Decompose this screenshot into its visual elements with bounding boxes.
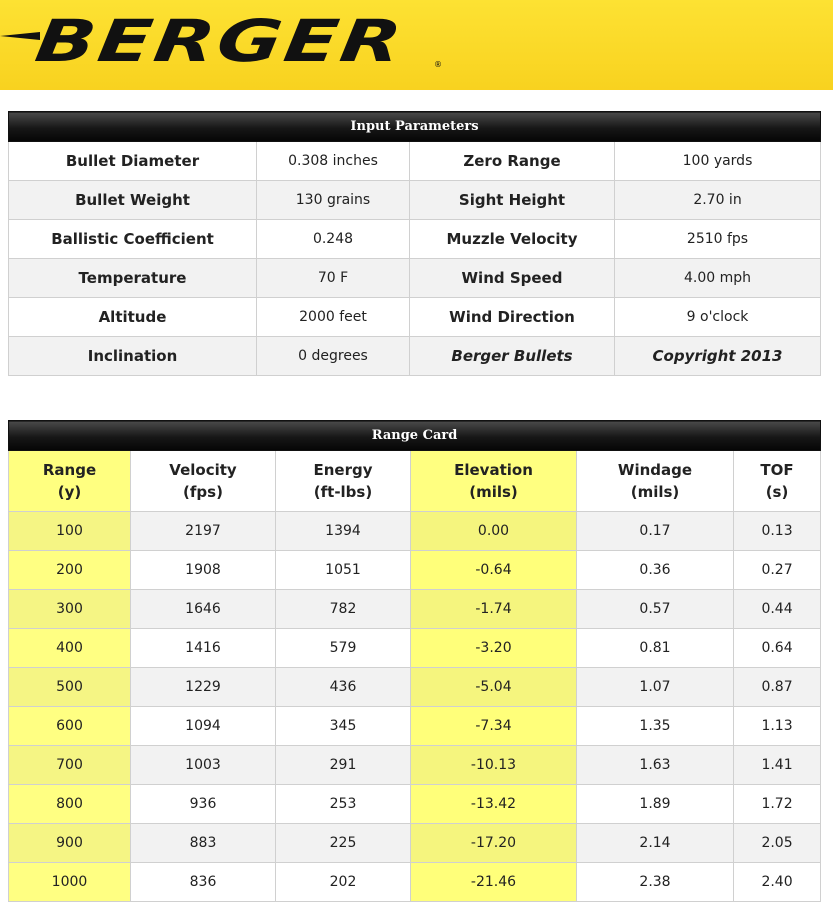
range-row xyxy=(9,863,821,902)
column-header xyxy=(734,451,821,512)
param-label: Temperature xyxy=(9,259,257,298)
input-row xyxy=(9,259,821,298)
range-cell: -3.20 xyxy=(411,629,577,668)
param-label: Inclination xyxy=(9,337,257,376)
input-parameters-title: Input Parameters xyxy=(9,112,821,142)
range-cell: 225 xyxy=(276,824,411,863)
range-cell: 936 xyxy=(131,785,276,824)
param-value: 70 F xyxy=(257,259,410,298)
range-row xyxy=(9,668,821,707)
input-row xyxy=(9,181,821,220)
range-row xyxy=(9,551,821,590)
range-cell: 500 xyxy=(9,668,131,707)
param-value: 9 o'clock xyxy=(615,298,821,337)
column-header-unit: (mils) xyxy=(630,483,680,501)
column-header-unit: (s) xyxy=(765,483,789,501)
registered-mark: ® xyxy=(434,60,442,69)
column-header-name: TOF xyxy=(760,461,794,479)
range-cell: 100 xyxy=(9,512,131,551)
range-cell: 202 xyxy=(276,863,411,902)
range-cell: 0.57 xyxy=(577,590,734,629)
range-cell: 345 xyxy=(276,707,411,746)
range-cell: 1.41 xyxy=(734,746,821,785)
range-cell: 291 xyxy=(276,746,411,785)
range-cell: 1646 xyxy=(131,590,276,629)
range-cell: 1.72 xyxy=(734,785,821,824)
range-cell: 0.13 xyxy=(734,512,821,551)
param-label: Zero Range xyxy=(410,142,615,181)
range-cell: 1229 xyxy=(131,668,276,707)
column-header-name: Velocity xyxy=(169,461,237,479)
param-value: 0.308 inches xyxy=(257,142,410,181)
range-cell: 0.00 xyxy=(411,512,577,551)
range-row xyxy=(9,746,821,785)
range-row xyxy=(9,512,821,551)
range-cell: 836 xyxy=(131,863,276,902)
header-banner xyxy=(0,0,833,90)
param-label: Ballistic Coefficient xyxy=(9,220,257,259)
column-header-unit: (mils) xyxy=(469,483,518,501)
column-header xyxy=(577,451,734,512)
range-cell: -1.74 xyxy=(411,590,577,629)
range-cell: -0.64 xyxy=(411,551,577,590)
range-row xyxy=(9,785,821,824)
range-cell: 2.05 xyxy=(734,824,821,863)
range-card-header-row xyxy=(9,451,821,512)
column-header xyxy=(411,451,577,512)
range-card-title: Range Card xyxy=(9,421,821,451)
range-row xyxy=(9,590,821,629)
range-cell: 1.89 xyxy=(577,785,734,824)
range-cell: -10.13 xyxy=(411,746,577,785)
range-cell: 0.36 xyxy=(577,551,734,590)
range-cell: 0.17 xyxy=(577,512,734,551)
credit-copyright: Copyright 2013 xyxy=(615,337,821,376)
column-header xyxy=(276,451,411,512)
range-row xyxy=(9,824,821,863)
range-card-table xyxy=(8,420,821,902)
range-cell: -5.04 xyxy=(411,668,577,707)
column-header xyxy=(9,451,131,512)
range-cell: 436 xyxy=(276,668,411,707)
range-cell: 1.13 xyxy=(734,707,821,746)
range-cell: 900 xyxy=(9,824,131,863)
input-row xyxy=(9,142,821,181)
input-row xyxy=(9,337,821,376)
range-cell: 0.64 xyxy=(734,629,821,668)
range-cell: 0.44 xyxy=(734,590,821,629)
column-header-unit: (fps) xyxy=(183,483,223,501)
range-cell: -13.42 xyxy=(411,785,577,824)
range-cell: 2197 xyxy=(131,512,276,551)
credit-brand: Berger Bullets xyxy=(410,337,615,376)
param-label: Wind Direction xyxy=(410,298,615,337)
column-header-name: Range xyxy=(42,461,97,479)
param-value: 4.00 mph xyxy=(615,259,821,298)
range-cell: 2.14 xyxy=(577,824,734,863)
range-cell: 1.07 xyxy=(577,668,734,707)
range-cell: -17.20 xyxy=(411,824,577,863)
range-cell: 782 xyxy=(276,590,411,629)
param-value: 2000 feet xyxy=(257,298,410,337)
range-cell: 400 xyxy=(9,629,131,668)
param-value: 2.70 in xyxy=(615,181,821,220)
logo-text: BERGER xyxy=(31,7,409,75)
range-cell: 1394 xyxy=(276,512,411,551)
column-header-name: Elevation xyxy=(454,461,533,479)
range-cell: 2.40 xyxy=(734,863,821,902)
range-cell: 200 xyxy=(9,551,131,590)
param-value: 0.248 xyxy=(257,220,410,259)
column-header-name: Windage xyxy=(617,461,693,479)
param-value: 0 degrees xyxy=(257,337,410,376)
range-cell: 800 xyxy=(9,785,131,824)
range-cell: 1.63 xyxy=(577,746,734,785)
column-header-unit: (y) xyxy=(57,483,82,501)
range-cell: 1416 xyxy=(131,629,276,668)
input-row xyxy=(9,298,821,337)
range-cell: 0.87 xyxy=(734,668,821,707)
range-cell: 1003 xyxy=(131,746,276,785)
berger-logo[interactable] xyxy=(0,7,450,75)
range-cell: 883 xyxy=(131,824,276,863)
range-cell: 700 xyxy=(9,746,131,785)
range-cell: 253 xyxy=(276,785,411,824)
range-cell: -21.46 xyxy=(411,863,577,902)
range-row xyxy=(9,629,821,668)
range-cell: 1.35 xyxy=(577,707,734,746)
param-value: 100 yards xyxy=(615,142,821,181)
param-value: 130 grains xyxy=(257,181,410,220)
column-header-name: Energy xyxy=(313,461,373,479)
input-parameters-table xyxy=(8,111,821,376)
param-label: Wind Speed xyxy=(410,259,615,298)
range-cell: 1908 xyxy=(131,551,276,590)
column-header-unit: (ft-lbs) xyxy=(313,483,373,501)
range-cell: 1051 xyxy=(276,551,411,590)
range-cell: 2.38 xyxy=(577,863,734,902)
param-label: Altitude xyxy=(9,298,257,337)
range-row xyxy=(9,707,821,746)
range-cell: 300 xyxy=(9,590,131,629)
param-label: Bullet Weight xyxy=(9,181,257,220)
column-header xyxy=(131,451,276,512)
range-cell: 1094 xyxy=(131,707,276,746)
param-value: 2510 fps xyxy=(615,220,821,259)
range-cell: 1000 xyxy=(9,863,131,902)
param-label: Muzzle Velocity xyxy=(410,220,615,259)
input-row xyxy=(9,220,821,259)
param-label: Sight Height xyxy=(410,181,615,220)
range-cell: 0.27 xyxy=(734,551,821,590)
range-cell: -7.34 xyxy=(411,707,577,746)
param-label: Bullet Diameter xyxy=(9,142,257,181)
range-cell: 600 xyxy=(9,707,131,746)
range-cell: 579 xyxy=(276,629,411,668)
range-cell: 0.81 xyxy=(577,629,734,668)
